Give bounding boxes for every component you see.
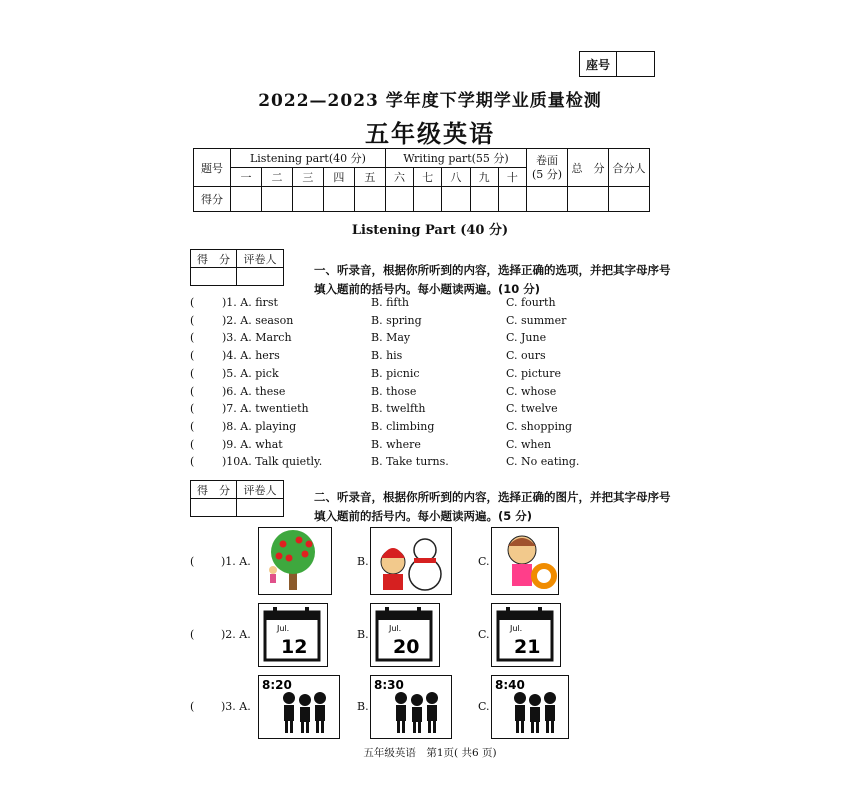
option-c: C. shopping (506, 419, 573, 433)
option-a: )4. A. hers (222, 349, 280, 363)
q3-label: )3. A. (221, 700, 251, 713)
option-c: C. picture (506, 366, 562, 380)
option-c: C. No eating. (506, 455, 580, 469)
question-row (190, 296, 610, 313)
answer-bracket[interactable]: ( (190, 296, 195, 309)
calendar-20-picture[interactable] (370, 603, 440, 667)
option-b: B. picnic (371, 366, 420, 380)
option-b-label: B. (357, 628, 369, 641)
question-row (190, 438, 610, 455)
score-entry[interactable] (323, 187, 354, 212)
svg-text:8:40: 8:40 (495, 678, 525, 692)
answer-bracket[interactable]: ( (190, 313, 195, 327)
seat-value-field[interactable] (617, 52, 654, 76)
grader-score-field[interactable] (191, 268, 237, 285)
calendar-icon (492, 604, 560, 666)
option-b: B. twelfth (371, 402, 426, 416)
date-21: 21 (514, 636, 541, 658)
option-c-label: C. (478, 628, 490, 641)
score-entry[interactable] (231, 187, 262, 212)
option-a: )6. A. these (222, 384, 286, 398)
svg-text:Jul.: Jul. (389, 624, 402, 633)
svg-text:Jul.: Jul. (277, 624, 290, 633)
grader-score-field[interactable] (191, 499, 237, 516)
num-cell: 二 (261, 168, 292, 187)
grader-reviewer-label: 评卷人 (237, 250, 283, 268)
answer-bracket[interactable]: ( (190, 700, 195, 713)
question-row (190, 331, 610, 348)
option-b-label: B. (357, 700, 369, 713)
date-12: 12 (281, 636, 308, 658)
option-b-label: B. (357, 555, 369, 568)
option-a: )7. A. twentieth (222, 402, 309, 416)
grader-reviewer-field[interactable] (237, 499, 283, 516)
snowman-icon (371, 528, 451, 594)
snowman-picture[interactable] (370, 527, 452, 595)
grader-reviewer-label: 评卷人 (237, 481, 283, 499)
option-c-label: C. (478, 555, 490, 568)
answer-bracket[interactable]: ( (190, 366, 195, 380)
option-a: )9. A. what (222, 437, 283, 451)
num-cell: 九 (470, 168, 498, 187)
date-20: 20 (393, 636, 420, 658)
listening-part-title: Listening Part (40 分) (351, 223, 509, 238)
num-cell: 十 (498, 168, 526, 187)
option-a: )8. A. playing (222, 419, 297, 433)
score-entry[interactable] (609, 187, 650, 212)
answer-bracket[interactable]: ( (190, 555, 195, 568)
option-b: B. fifth (371, 296, 409, 309)
girl-icon (492, 528, 558, 594)
num-cell: 四 (323, 168, 354, 187)
option-c: C. fourth (506, 296, 556, 309)
option-a: )2. A. season (222, 313, 294, 327)
question-row (190, 367, 610, 384)
seat-number-box (579, 51, 655, 77)
score-entry[interactable] (414, 187, 442, 212)
exam-title: 2022—2023 学年度下学期学业质量检测 (258, 91, 602, 111)
children-icon (492, 676, 568, 738)
svg-text:Jul.: Jul. (510, 624, 523, 633)
total-header: 总 分 (568, 149, 609, 187)
svg-text:8:20: 8:20 (262, 678, 292, 692)
score-entry[interactable] (568, 187, 609, 212)
option-c: C. when (506, 437, 552, 451)
time-830-picture[interactable] (370, 675, 452, 739)
question-row (190, 349, 610, 366)
option-b: B. where (371, 437, 421, 451)
num-cell: 六 (385, 168, 413, 187)
exam-subtitle: 五年级英语 (365, 120, 495, 148)
score-entry[interactable] (261, 187, 292, 212)
question-row (190, 455, 610, 472)
option-a: )10A. Talk quietly. (222, 455, 323, 469)
calendar-icon (259, 604, 327, 666)
answer-bracket[interactable]: ( (190, 402, 195, 416)
page-footer: 五年级英语 第1页( 共6 页) (363, 747, 497, 759)
time-840-picture[interactable] (491, 675, 569, 739)
option-c: C. June (506, 331, 547, 345)
calendar-12-picture[interactable] (258, 603, 328, 667)
section1-instruction: 一、听录音，根据你所听到的内容，选择正确的选项，并把其字母序号 填入题前的括号内。每小题读两遍。(10 分) (314, 263, 671, 296)
juanmian-header: 卷面 (5 分) (527, 149, 568, 187)
score-entry[interactable] (498, 187, 526, 212)
answer-bracket[interactable]: ( (190, 419, 195, 433)
option-b: B. spring (371, 313, 422, 327)
num-cell: 五 (354, 168, 385, 187)
score-entry[interactable] (292, 187, 323, 212)
calendar-icon (371, 604, 439, 666)
grader-score-label: 得 分 (191, 481, 237, 499)
tihao-cell: 题号 (194, 149, 231, 187)
apple-tree-icon (259, 528, 331, 594)
num-cell: 八 (442, 168, 470, 187)
option-c: C. twelve (506, 402, 558, 416)
time-820-picture[interactable] (258, 675, 340, 739)
option-b: B. Take turns. (371, 455, 449, 469)
score-entry[interactable] (527, 187, 568, 212)
girl-swim-ring-picture[interactable] (491, 527, 559, 595)
calendar-21-picture[interactable] (491, 603, 561, 667)
writing-header: Writing part(55 分) (385, 149, 526, 168)
score-entry[interactable] (442, 187, 470, 212)
option-b: B. his (371, 349, 403, 363)
option-c: C. whose (506, 384, 557, 398)
section2-instruction: 二、听录音，根据你所听到的内容，选择正确的图片，并把其字母序号 填入题前的括号内。每小题读两遍。(5 分) (314, 490, 671, 523)
option-b: B. May (371, 331, 411, 345)
score-table (193, 148, 650, 212)
seat-label: 座号 (580, 52, 617, 76)
question-row (190, 402, 610, 419)
q2-label: )2. A. (221, 628, 251, 641)
defen-cell: 得分 (194, 187, 231, 212)
num-cell: 七 (414, 168, 442, 187)
num-cell: 三 (292, 168, 323, 187)
option-a: )5. A. pick (222, 366, 279, 380)
scorer-header: 合分人 (609, 149, 650, 187)
question-row (190, 385, 610, 402)
num-cell: 一 (231, 168, 262, 187)
question-row (190, 314, 610, 331)
score-entry[interactable] (470, 187, 498, 212)
option-b: B. those (371, 384, 417, 398)
children-icon (259, 676, 339, 738)
listening-header: Listening part(40 分) (231, 149, 386, 168)
answer-bracket[interactable]: ( (190, 349, 195, 363)
answer-bracket[interactable]: ( (190, 628, 195, 641)
score-entry[interactable] (354, 187, 385, 212)
answer-bracket[interactable]: ( (190, 455, 195, 469)
option-a: )1. A. first (222, 296, 278, 309)
answer-bracket[interactable]: ( (190, 437, 195, 451)
grader-box-2 (190, 480, 284, 517)
apple-tree-picture[interactable] (258, 527, 332, 595)
grader-reviewer-field[interactable] (237, 268, 283, 285)
grader-score-label: 得 分 (191, 250, 237, 268)
option-b: B. climbing (371, 419, 435, 433)
grader-box-1 (190, 249, 284, 286)
option-a: )3. A. March (222, 331, 292, 345)
option-c: C. summer (506, 313, 567, 327)
score-entry[interactable] (385, 187, 413, 212)
children-icon (371, 676, 451, 738)
svg-text:8:30: 8:30 (374, 678, 404, 692)
option-c-label: C. (478, 700, 490, 713)
answer-bracket[interactable]: ( (190, 384, 195, 398)
option-c: C. ours (506, 349, 546, 363)
answer-bracket[interactable]: ( (190, 331, 195, 345)
question-row (190, 420, 610, 437)
q1-label: )1. A. (221, 555, 251, 568)
